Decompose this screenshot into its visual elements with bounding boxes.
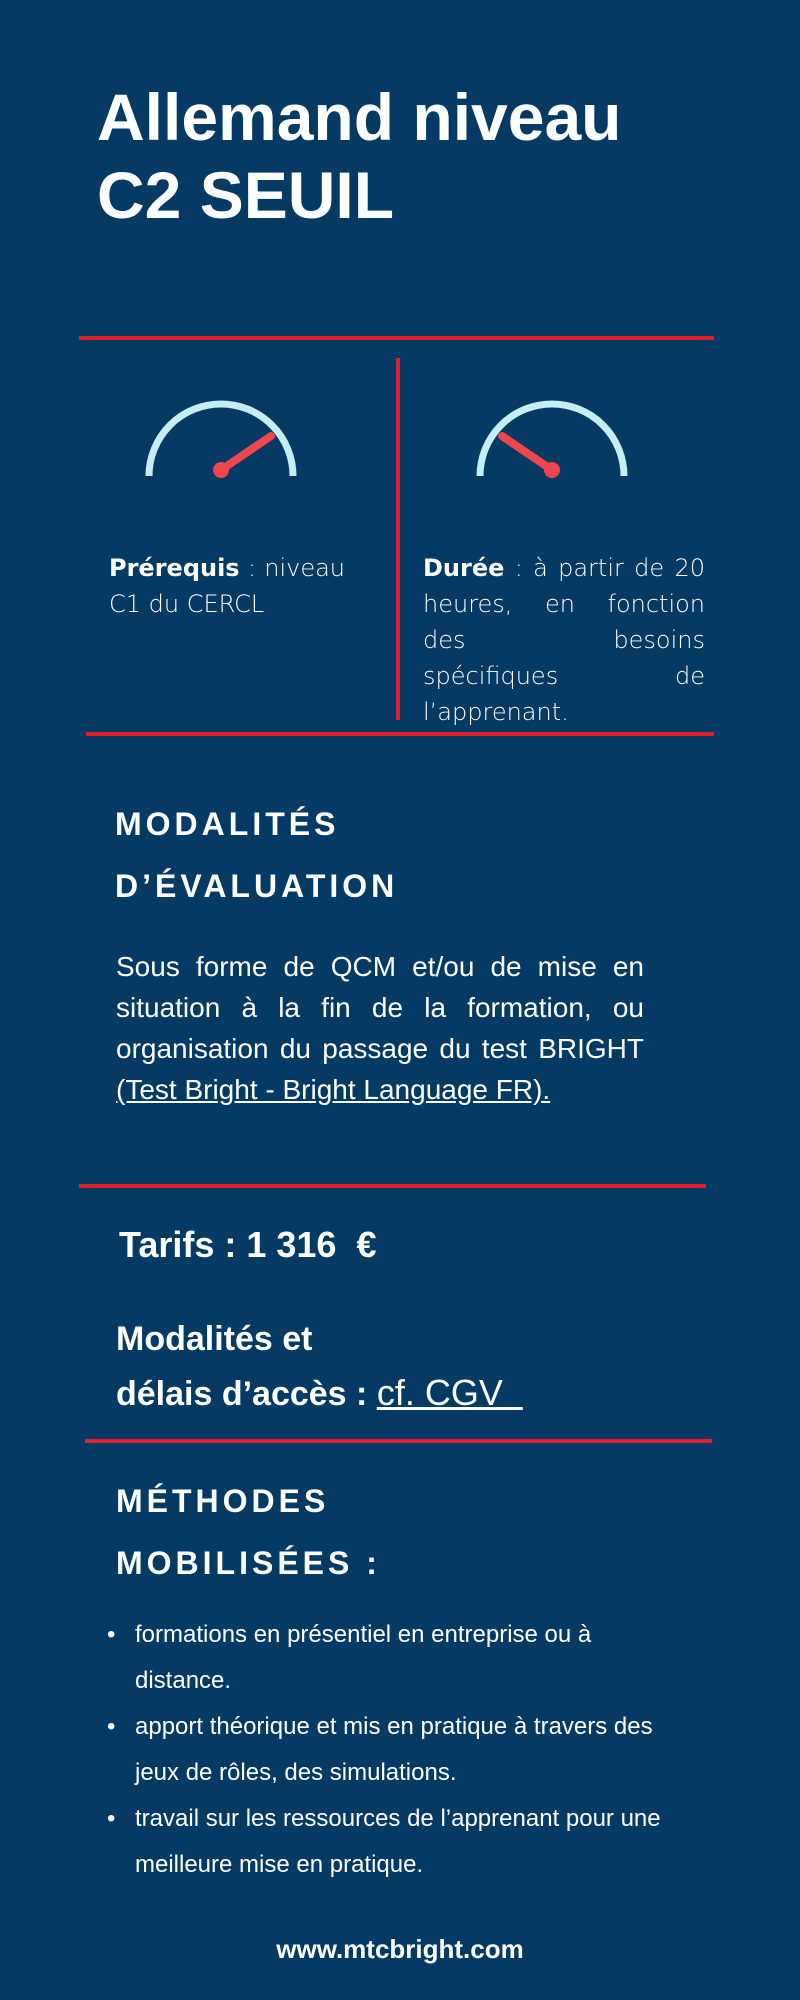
prerequisites-label: Prérequis (109, 554, 240, 582)
tarifs: Tarifs : 1 316 € (119, 1224, 377, 1265)
divider-3 (79, 1184, 706, 1188)
gauge-low-icon (141, 398, 301, 488)
divider-4 (85, 1439, 712, 1443)
gauge-medium-icon (472, 398, 632, 488)
methods-heading-line-1: MÉTHODES (116, 1483, 330, 1519)
bright-test-link[interactable]: (Test Bright - Bright Language FR). (116, 1074, 551, 1105)
method-text: formations en présentiel en entreprise ou à distance. (135, 1621, 592, 1694)
bullet-icon: • (107, 1621, 116, 1648)
duration-value: à partir de 20 heures, en fonction des besoins spécifiques de l’apprenant. (423, 554, 705, 726)
bullet-icon: • (107, 1713, 116, 1740)
title-line-2: C2 SEUIL (97, 158, 395, 232)
prerequisites-text (109, 550, 345, 622)
divider-2 (86, 732, 714, 736)
duration-separator: : (504, 554, 534, 582)
access-line-1: Modalités et (116, 1320, 313, 1358)
method-text: apport théorique et mis en pratique à travers des jeux de rôles, des simulations. (135, 1713, 653, 1786)
methods-heading (116, 1470, 676, 1594)
evaluation-heading-line-2: D’ÉVALUATION (115, 868, 399, 904)
prerequisites-separator: : (239, 554, 265, 582)
divider-vertical (396, 358, 400, 720)
prerequisites-value: niveau C1 du CERCL (109, 554, 345, 618)
website-url[interactable]: www.mtcbright.com (276, 1934, 524, 1964)
list-item (97, 1796, 677, 1888)
method-text: travail sur les ressources de l’apprenant pour une meilleure mise en pratique. (135, 1805, 661, 1878)
methods-list (97, 1612, 677, 1888)
divider-top (79, 336, 714, 340)
evaluation-heading-line-1: MODALITÉS (115, 806, 340, 842)
cgv-link[interactable]: cf. CGV (376, 1372, 523, 1413)
evaluation-text (116, 946, 644, 1110)
duration-text (423, 550, 705, 730)
methods-heading-line-2: MOBILISÉES : (116, 1545, 381, 1581)
access-delays (116, 1312, 716, 1421)
bullet-icon: • (107, 1805, 116, 1832)
access-label: délais d’accès : (116, 1375, 377, 1413)
duration-label: Durée (423, 554, 505, 582)
list-item (97, 1612, 677, 1704)
evaluation-heading (115, 793, 675, 917)
access-line-2 (116, 1366, 716, 1421)
page-title (97, 78, 737, 234)
list-item (97, 1704, 677, 1796)
evaluation-body: Sous forme de QCM et/ou de mise en situation à la fin de la formation, ou organisation du passage du test BRIGHT (116, 951, 644, 1064)
title-line-1: Allemand niveau (97, 80, 622, 154)
